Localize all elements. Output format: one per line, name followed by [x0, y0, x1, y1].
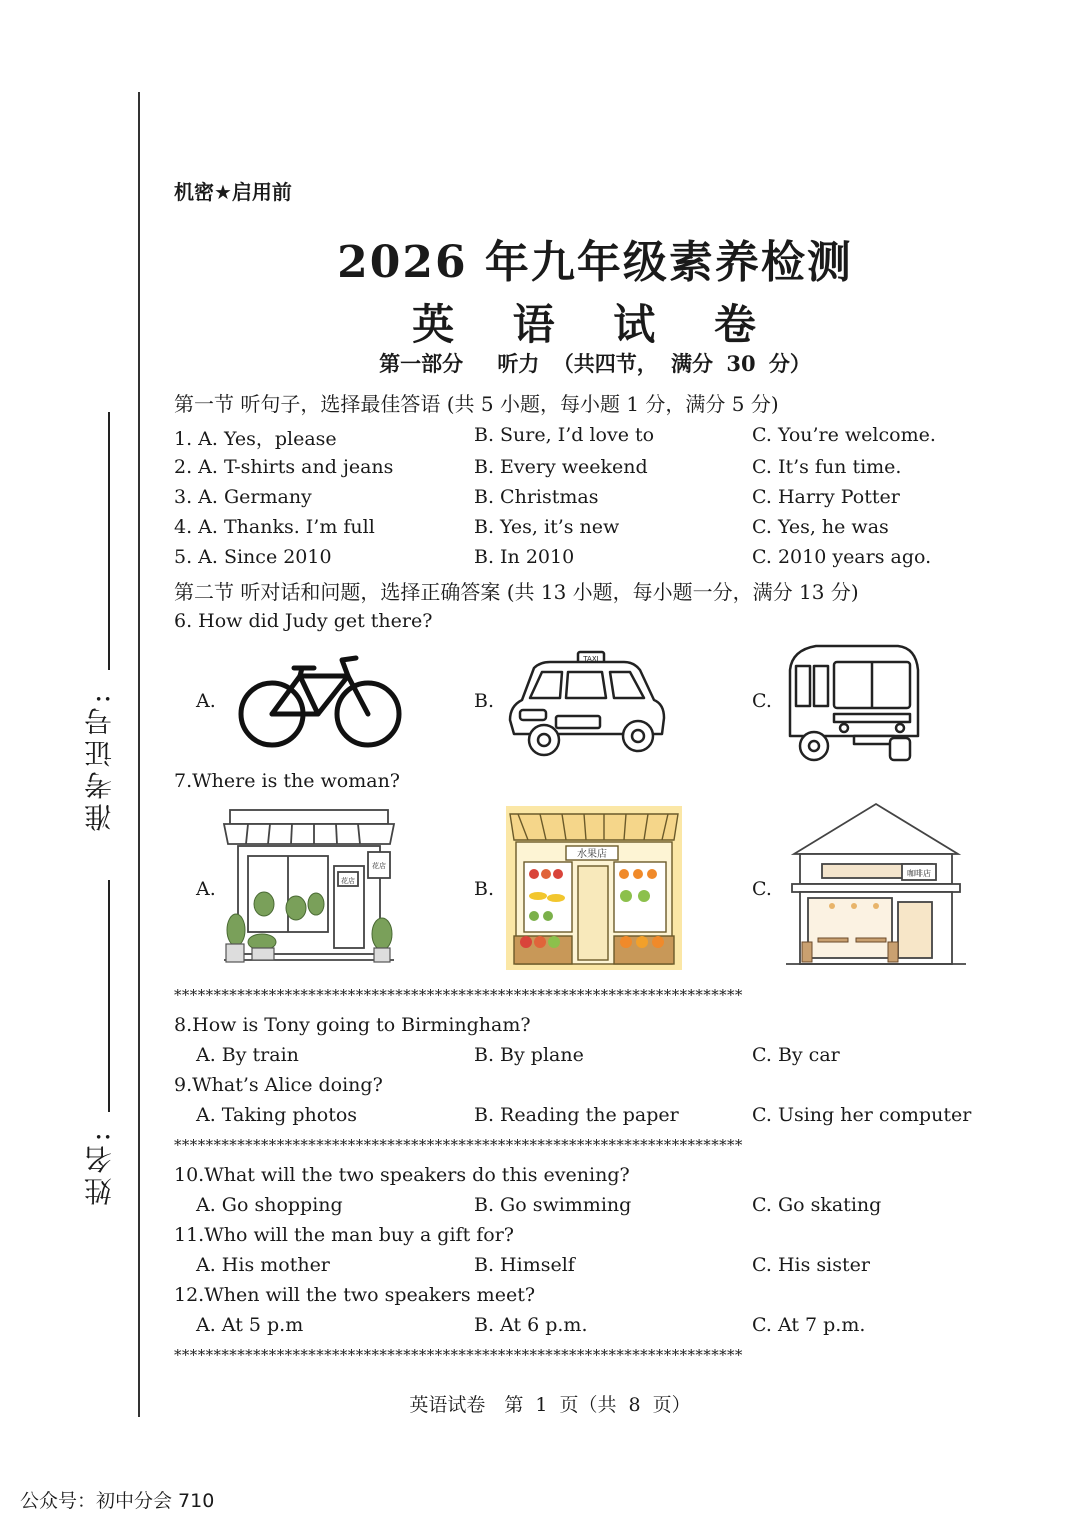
exam-title: 2026 年九年级素养检测: [337, 237, 853, 288]
q6-question: 6. How did Judy get there?: [174, 610, 433, 632]
fruit-shop-sign: 水果店: [577, 849, 607, 860]
divider-stars-2: ************************************************************************: [174, 1136, 743, 1154]
q10-option-a: A. Go shopping: [196, 1194, 343, 1216]
q11-option-c: C. His sister: [752, 1254, 870, 1276]
q11-question: 11.Who will the man buy a gift for?: [174, 1224, 514, 1246]
q2-option-c: C. It’s fun time.: [752, 456, 902, 478]
q4-option-b: B. Yes, it’s new: [474, 516, 620, 538]
q2-option-b: B. Every weekend: [474, 456, 648, 478]
q7-label-b: B.: [474, 878, 495, 900]
q6-label-a: A.: [196, 690, 216, 712]
q1-option-a: 1. A. Yes，please: [174, 428, 337, 450]
q6-label-c: C.: [752, 690, 772, 712]
wechat-watermark: 公众号：初中分会 710: [20, 1490, 215, 1512]
exam-subtitle: 英 语 试 卷: [412, 300, 778, 349]
q3-option-b: B. Christmas: [474, 486, 599, 508]
binding-line: [138, 92, 140, 1417]
q9-option-c: C. Using her computer: [752, 1104, 972, 1126]
q8-option-a: A. By train: [196, 1044, 299, 1066]
exam-id-label: 准考证号:: [83, 690, 116, 832]
flower-shop-sign-2: 花店: [372, 862, 386, 870]
part-heading: 第一部分 听力 （共四节， 满分 30 分）: [379, 351, 811, 376]
exam-id-underline: [108, 412, 110, 670]
section2-heading: 第二节 听对话和问题，选择正确答案 (共 13 小题，每小题一分，满分 13 分): [174, 580, 859, 604]
divider-stars-1: ************************************************************************: [174, 986, 743, 1004]
confidential-label: 机密★启用前: [174, 180, 292, 204]
q12-option-c: C. At 7 p.m.: [752, 1314, 866, 1336]
taxi-sign: TAXI: [583, 655, 599, 663]
q9-question: 9.What’s Alice doing?: [174, 1074, 383, 1096]
flower-shop-image: [218, 804, 400, 970]
q10-question: 10.What will the two speakers do this evening?: [174, 1164, 630, 1186]
q12-option-b: B. At 6 p.m.: [474, 1314, 588, 1336]
page-footer: 英语试卷 第 1 页（共 8 页）: [409, 1394, 691, 1416]
q10-option-b: B. Go swimming: [474, 1194, 632, 1216]
bicycle-icon: [236, 652, 404, 750]
q4-option-c: C. Yes, he was: [752, 516, 889, 538]
q1-option-c: C. You’re welcome.: [752, 424, 936, 446]
q7-label-a: A.: [196, 878, 216, 900]
q2-option-a: 2. A. T-shirts and jeans: [174, 456, 394, 478]
divider-stars-3: ************************************************************************: [174, 1346, 743, 1364]
q3-option-c: C. Harry Potter: [752, 486, 900, 508]
flower-shop-sign: 花店: [341, 877, 355, 885]
q7-question: 7.Where is the woman?: [174, 770, 400, 792]
q4-option-a: 4. A. Thanks. I’m full: [174, 516, 375, 538]
q5-option-b: B. In 2010: [474, 546, 575, 568]
cafe-image: [782, 802, 970, 970]
name-label: 姓名:: [83, 1128, 116, 1206]
q8-option-c: C. By car: [752, 1044, 840, 1066]
cafe-sign: 咖啡店: [907, 869, 931, 878]
q5-option-c: C. 2010 years ago.: [752, 546, 932, 568]
q12-question: 12.When will the two speakers meet?: [174, 1284, 536, 1306]
name-underline: [108, 880, 110, 1112]
fruit-shop-image: [506, 806, 682, 970]
q12-option-a: A. At 5 p.m: [196, 1314, 304, 1336]
q1-option-b: B. Sure, I’d love to: [474, 424, 655, 446]
q10-option-c: C. Go skating: [752, 1194, 882, 1216]
section1-heading: 第一节 听句子，选择最佳答语 (共 5 小题，每小题 1 分，满分 5 分): [174, 392, 779, 416]
q6-label-b: B.: [474, 690, 495, 712]
q5-option-a: 5. A. Since 2010: [174, 546, 332, 568]
bus-icon: [786, 640, 922, 766]
q9-option-a: A. Taking photos: [196, 1104, 358, 1126]
q8-option-b: B. By plane: [474, 1044, 584, 1066]
q8-question: 8.How is Tony going to Birmingham?: [174, 1014, 531, 1036]
q11-option-a: A. His mother: [196, 1254, 330, 1276]
taxi-icon: [506, 648, 668, 760]
q3-option-a: 3. A. Germany: [174, 486, 312, 508]
q11-option-b: B. Himself: [474, 1254, 575, 1276]
q9-option-b: B. Reading the paper: [474, 1104, 679, 1126]
q7-label-c: C.: [752, 878, 772, 900]
